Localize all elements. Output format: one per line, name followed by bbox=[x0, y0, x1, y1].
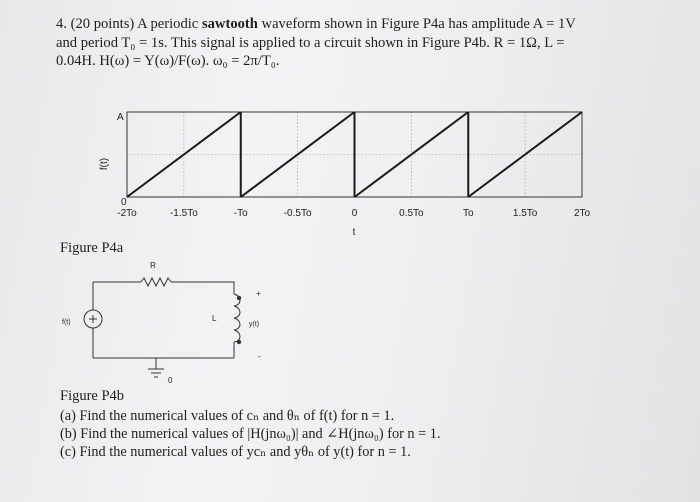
question-b: (b) Find the numerical values of |H(jnω₀)| and ∠H(jnω₀) for n = 1. bbox=[60, 426, 441, 442]
source-plus-icon bbox=[89, 315, 97, 323]
y-axis-label: f(t) bbox=[99, 157, 110, 171]
inductor bbox=[234, 294, 240, 342]
problem-line-2: and period T₀ = 1s. This signal is applied to a circuit shown in Figure P4b. R = 1Ω, L = bbox=[56, 34, 565, 51]
resistor-label: R bbox=[150, 261, 156, 270]
wire-top-right bbox=[171, 282, 234, 294]
x-tick-label: 0.5To bbox=[399, 208, 424, 219]
output-terminal-top bbox=[237, 296, 241, 300]
resistor bbox=[141, 278, 171, 286]
x-tick-label: 1.5To bbox=[512, 208, 538, 219]
output-minus-label: - bbox=[258, 352, 261, 361]
output-plus-label: + bbox=[256, 289, 261, 298]
figure-b-label: Figure P4b bbox=[60, 388, 125, 404]
question-a: (a) Find the numerical values of cₙ and θₙ of f(t) for n = 1. bbox=[60, 408, 395, 424]
ground-label: 0 bbox=[168, 376, 173, 385]
problem-line-3: 0.04H. H(ω) = Y(ω)/F(ω). ω₀ = 2π/T₀. bbox=[56, 53, 280, 69]
x-tick-label: -0.5To bbox=[283, 208, 312, 219]
ground-symbol bbox=[148, 369, 164, 377]
inductor-label: L bbox=[212, 314, 217, 323]
question-list bbox=[60, 407, 441, 461]
problem-line-1: 4. (20 points) A periodic sawtooth waveform shown in Figure P4a has amplitude A = 1V bbox=[56, 16, 576, 32]
source-label: f(t) bbox=[62, 319, 71, 326]
y-tick-zero: 0 bbox=[121, 197, 127, 208]
x-tick-label: 2To bbox=[573, 208, 591, 219]
output-label: y(t) bbox=[249, 321, 260, 328]
x-tick-label: To bbox=[462, 208, 474, 219]
x-tick-label: -To bbox=[233, 208, 248, 219]
y-tick-a: A bbox=[117, 112, 124, 123]
output-terminal-bottom bbox=[237, 340, 241, 344]
question-c: (c) Find the numerical values of ycₙ and yθₙ of y(t) for n = 1. bbox=[60, 444, 411, 460]
x-axis-label: t bbox=[352, 227, 356, 238]
bold-term: sawtooth bbox=[201, 16, 258, 32]
figure-a-label: Figure P4a bbox=[60, 240, 124, 256]
x-tick-label: -2To bbox=[117, 208, 137, 219]
x-tick-label: 0 bbox=[351, 208, 358, 219]
x-tick-label: -1.5To bbox=[169, 208, 198, 219]
